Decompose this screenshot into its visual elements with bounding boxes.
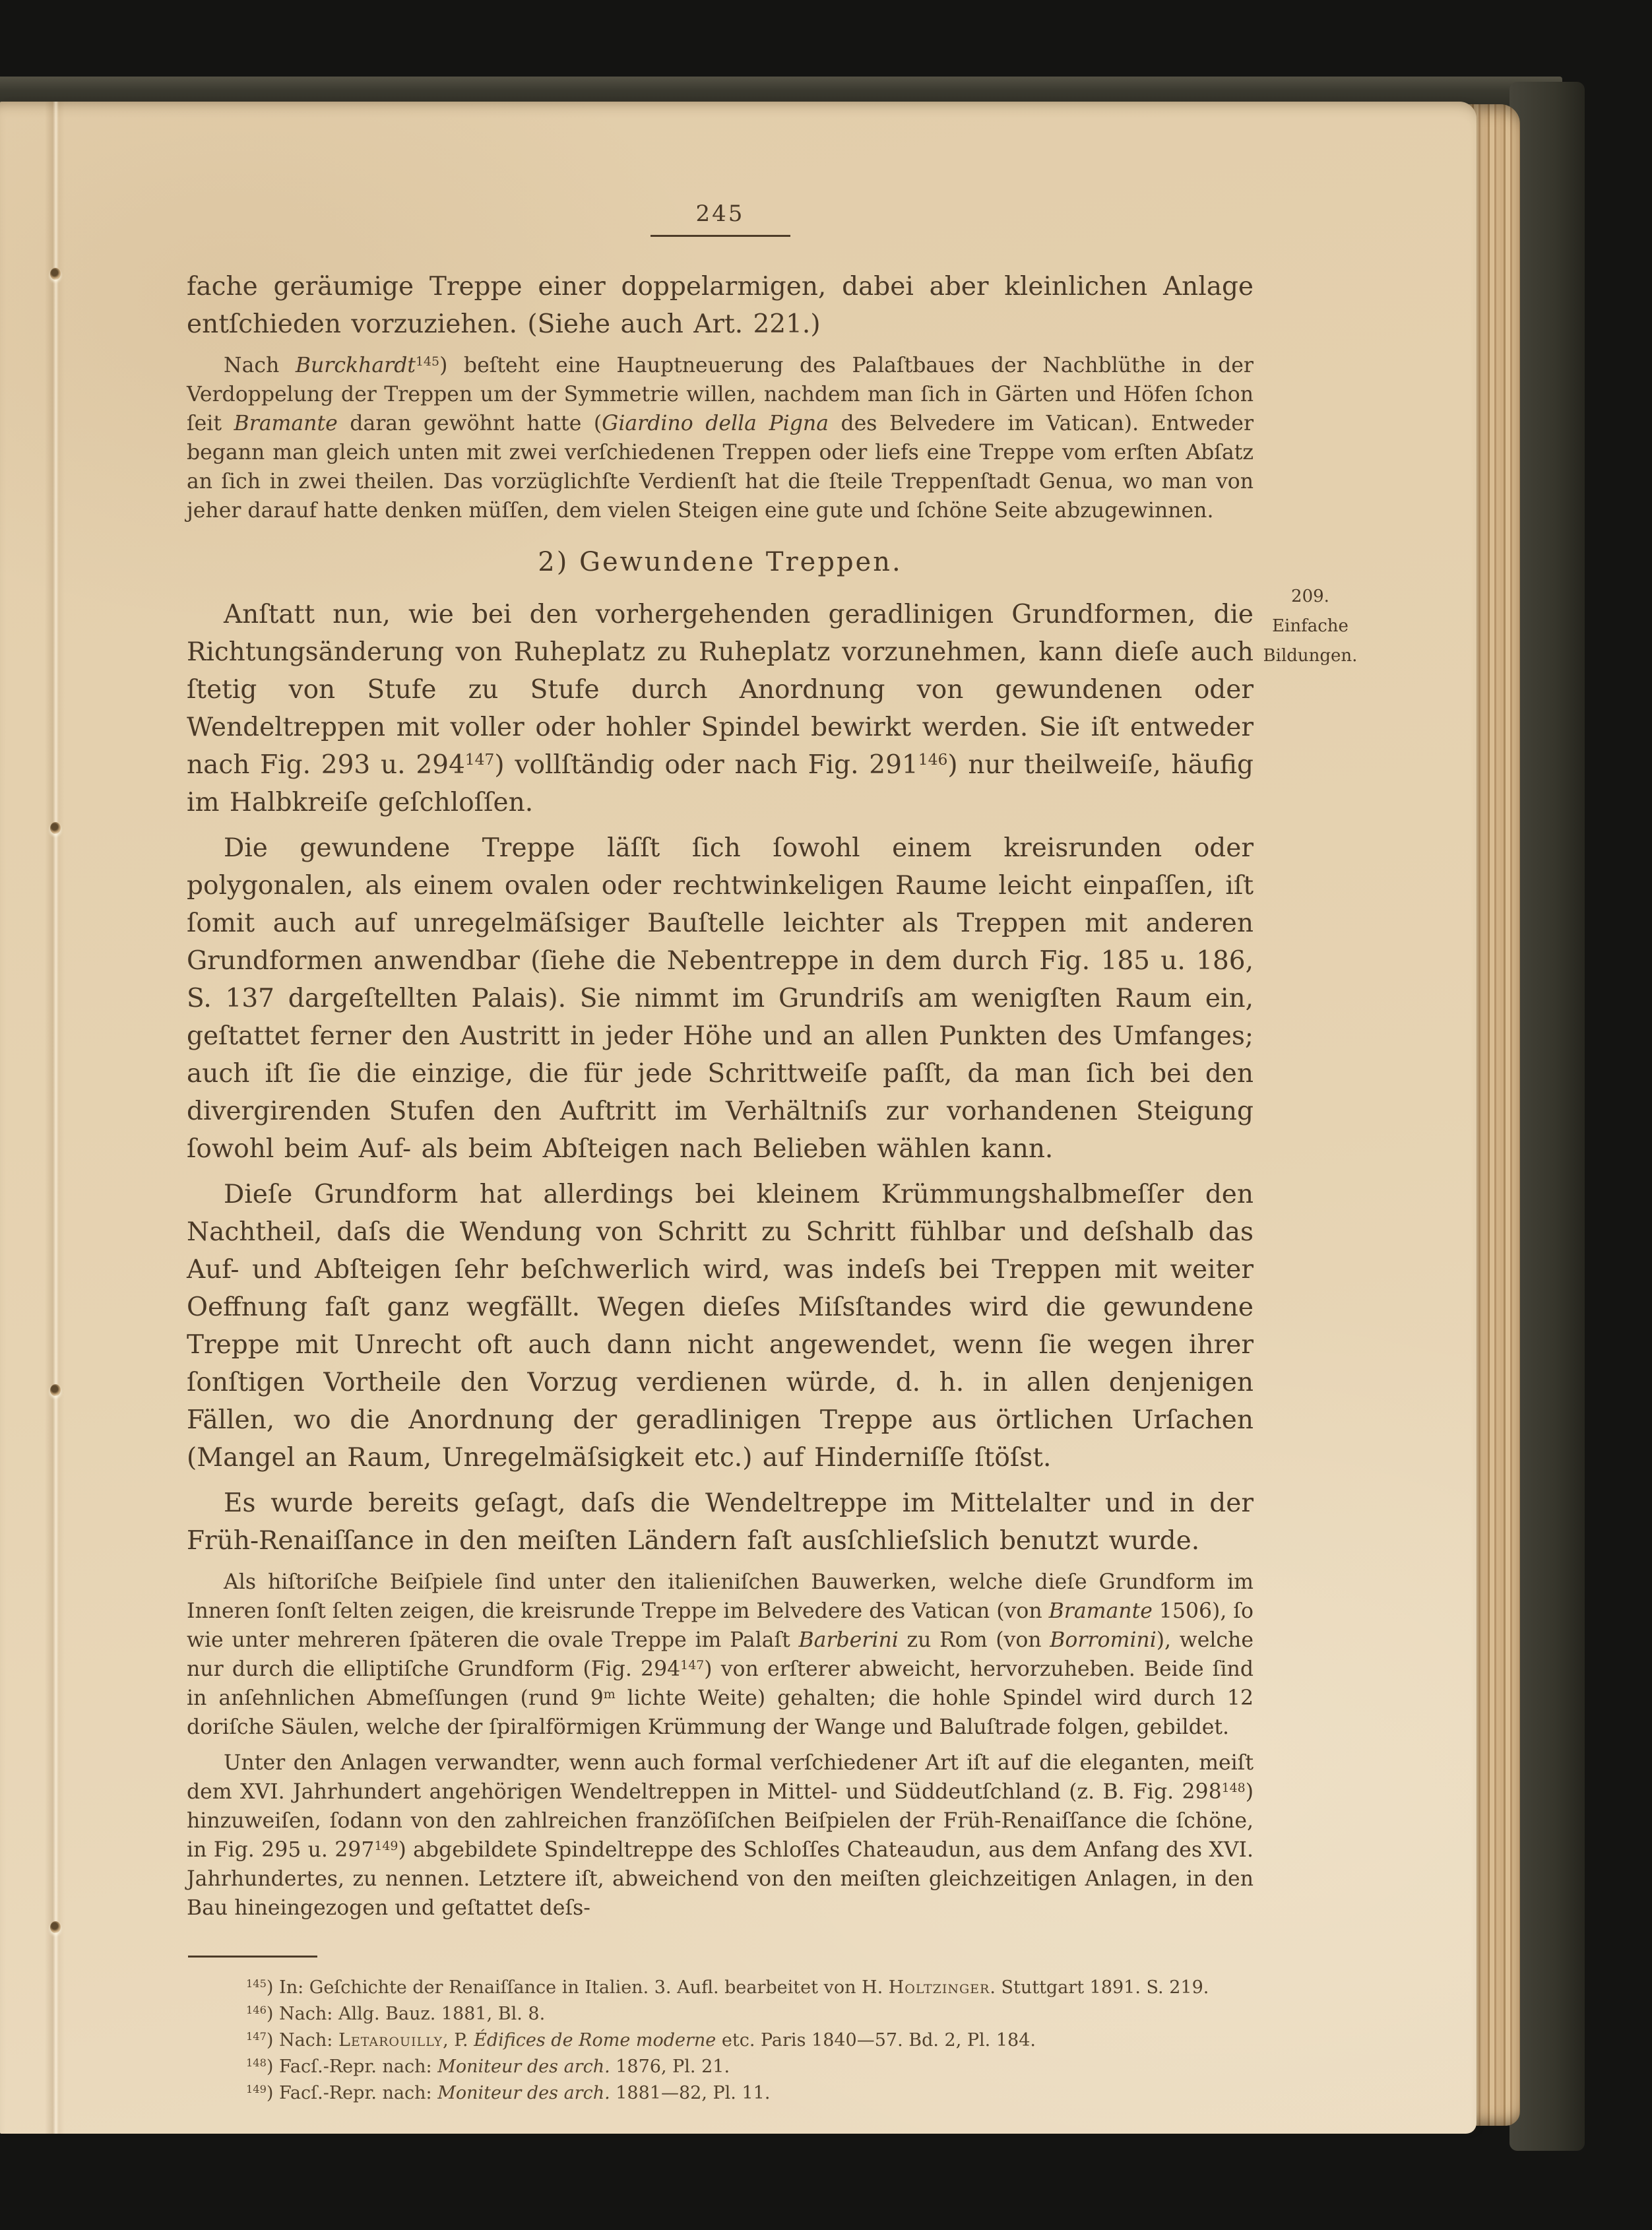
text-run: . Stuttgart 1891. S. 219.	[990, 1977, 1209, 1998]
text-run: Unter den Anlagen verwandter, wenn auch formal verſchiedener Art iſt auf die eleganten, meiſt dem XVI. Jahrhundert angehörigen Wendeltreppen in Mittel- und Süddeutſchland (z. B. Fig. 298	[187, 1751, 1254, 1804]
footnotes	[246, 1975, 1254, 2107]
paragraph	[187, 829, 1254, 1168]
footnote-number: $^{146}$)	[246, 2004, 280, 2024]
sewing-hole	[50, 1384, 61, 1396]
page-number-rule	[651, 235, 790, 237]
text-run: Moniteur des arch.	[437, 2056, 610, 2077]
text-run: daran gewöhnt hatte (	[337, 412, 602, 435]
text-run: ) beſteht eine Hauptneuerung des Palaſtbaues der Nachblüthe in der Verdoppelung der Treppen um der Symmetrie willen, nachdem man ſich in Gärten und Höfen ſchon ſeit	[187, 354, 1254, 435]
footnote	[246, 2027, 1254, 2054]
superscript-ref: 147	[464, 750, 495, 769]
text-run: ) hinzuweiſen, ſodann von den zahlreichen franzöſiſchen Beiſpielen der Früh-Renaiſſance die ſchöne, in Fig. 295 u. 297	[187, 1780, 1254, 1862]
footnote-rule	[188, 1956, 317, 1958]
footnote	[246, 2001, 1254, 2027]
text-run: Facſ.-Repr. nach:	[279, 2056, 438, 2077]
text-run: , P.	[443, 2030, 474, 2051]
margin-note-line: Einfache	[1272, 616, 1349, 636]
text-run: des Belvedere im Vatican). Entweder begann man gleich unten mit zwei verſchiedenen Treppen oder liefs eine Treppe vom erſten Abſatz an ſich in zwei theilen. Das vorzüglichſte Verdienſt hat die ſteile Treppenſtadt Genua, wo man von jeher darauf hatte denken müſſen, dem vielen Steigen eine gute und ſchöne Seite abzugewinnen.	[187, 412, 1254, 523]
text-run: ) abgebildete Spindeltreppe des Schloſſes Chateaudun, aus dem Anfang des XVI. Jahrhundertes, zu nennen. Letztere iſt, abweichend von den meiſten gleichzeitigen Anlagen, in den Bau hineingezogen und geſtattet deſs-	[187, 1838, 1254, 1920]
text-run: ) von erſterer abweicht, hervorzuheben. Beide ſind in anſehnlichen Abmeſſungen (rund 9	[187, 1657, 1254, 1710]
footnote-number: $^{147}$)	[246, 2030, 280, 2051]
footnote	[246, 2080, 1254, 2107]
superscript-ref: 145	[416, 354, 440, 369]
paragraph	[187, 268, 1254, 343]
text-run: Als hiſtoriſche Beiſpiele ſind unter den italieniſchen Bauwerken, welche dieſe Grundform im Inneren ſonſt ſelten zeigen, die kreisrunde Treppe im Belvedere des Vatican (von	[187, 1570, 1254, 1623]
text-run: Holtzinger	[888, 1977, 990, 1998]
paragraph	[187, 596, 1254, 821]
superscript-ref: 146	[918, 750, 948, 769]
paragraph	[187, 351, 1254, 525]
footnote	[246, 1975, 1254, 2001]
footnote-number: $^{145}$)	[246, 1977, 280, 1998]
paragraph	[187, 1748, 1254, 1923]
margin-note	[1255, 582, 1366, 671]
paragraph	[187, 1484, 1254, 1560]
text-run: ), welche nur durch die elliptiſche Grundform (Fig. 294	[187, 1628, 1254, 1681]
page-number: 245	[695, 201, 745, 227]
sewing-hole	[50, 1921, 61, 1933]
text-run: Barberini	[798, 1628, 899, 1652]
section-heading: 2) Gewundene Treppen.	[538, 547, 903, 577]
text-run: Bramante	[234, 412, 338, 435]
text-run: 1506), ſo wie unter mehreren ſpäteren die ovale Treppe im Palaſt	[187, 1599, 1254, 1652]
footnote	[246, 2054, 1254, 2080]
text-run: fache geräumige Treppe einer doppelarmigen, dabei aber kleinlichen Anlage entſchieden vorzuziehen. (Siehe auch Art. 221.)	[187, 272, 1254, 339]
text-run: Letarouilly	[338, 2030, 443, 2051]
text-run: 1876, Pl. 21.	[610, 2056, 730, 2077]
text-run: etc. Paris 1840—57. Bd. 2, Pl. 184.	[716, 2030, 1036, 2051]
book-page	[0, 102, 1477, 2134]
superscript-ref: 148	[1221, 1780, 1246, 1795]
page-header	[187, 201, 1254, 237]
text-run: Anſtatt nun, wie bei den vorhergehenden geradlinigen Grundformen, die Richtungsänderung von Ruheplatz zu Ruheplatz vorzunehmen, kann dieſe auch ſtetig von Stufe zu Stufe durch Anordnung von gewundenen oder Wendeltreppen mit voller oder hohler Spindel bewirkt werden. Sie iſt entweder nach Fig. 293 u. 294	[187, 600, 1254, 780]
text-run: 1881—82, Pl. 11.	[610, 2083, 771, 2103]
text-run: Dieſe Grundform hat allerdings bei kleinem Krümmungshalbmeſſer den Nachtheil, daſs die Wendung von Schritt zu Schritt fühlbar und deſshalb das Auf- und Abſteigen ſehr beſchwerlich wird, was indeſs bei Treppen mit weiter Oeffnung faſt ganz wegfällt. Wegen dieſes Miſsſtandes wird die gewundene Treppe mit Unrecht oft auch dann nicht angewendet, wenn ſie wegen ihrer ſonſtigen Vortheile den Vorzug verdienen würde, d. h. in allen denjenigen Fällen, wo die Anordnung der geradlinigen Treppe aus örtlichen Urſachen (Mangel an Raum, Unregelmäſsigkeit etc.) auf Hinderniſſe ſtöſst.	[187, 1180, 1254, 1473]
text-run: ) vollſtändig oder nach Fig. 291	[494, 750, 918, 780]
text-run: Burckhardt	[295, 354, 416, 377]
footnote-number: $^{148}$)	[246, 2056, 280, 2077]
text-run: Facſ.-Repr. nach:	[279, 2083, 438, 2103]
text-run: Nach: Allg. Bauz. 1881, Bl. 8.	[279, 2004, 546, 2024]
footnote-number: $^{149}$)	[246, 2083, 280, 2103]
text-run: Giardino della Pigna	[602, 412, 829, 435]
text-run: Bramante	[1048, 1599, 1153, 1623]
text-run: In: Geſchichte der Renaiſſance in Italien. 3. Aufl. bearbeitet von H.	[279, 1977, 889, 1998]
superscript-ref: 147	[680, 1657, 705, 1672]
text-run: lichte Weite) gehalten; die hohle Spindel wird durch 12 doriſche Säulen, welche der ſpiralförmigen Krümmung der Wange und Baluſtrade folgen, gebildet.	[187, 1686, 1254, 1739]
text-run: Nach:	[279, 2030, 338, 2051]
text-run: Es wurde bereits geſagt, daſs die Wendeltreppe im Mittelalter und in der Früh-Renaiſſance in den meiſten Ländern faſt ausſchlieſslich benutzt wurde.	[187, 1488, 1254, 1556]
sewing-hole	[50, 822, 61, 834]
margin-note-line: Bildungen.	[1263, 646, 1358, 666]
text-run: Moniteur des arch.	[437, 2083, 610, 2103]
book-cover-right-edge	[1509, 82, 1585, 2151]
paragraph	[187, 1568, 1254, 1742]
binding-crease	[45, 102, 65, 2134]
text-run: ) nur theilweiſe, häufig im Halbkreiſe geſchloſſen.	[187, 750, 1254, 817]
text-column	[187, 268, 1254, 2107]
margin-note-number: 209.	[1291, 587, 1329, 606]
text-run: zu Rom (von	[898, 1628, 1050, 1652]
superscript-ref: 149	[374, 1838, 398, 1853]
text-run: Nach	[224, 354, 296, 377]
superscript-ref: m	[603, 1686, 616, 1702]
text-run: Borromini	[1050, 1628, 1157, 1652]
text-run: Die gewundene Treppe läſſt ſich ſowohl einem kreisrunden oder polygonalen, als einem ovalen oder rechtwinkeligen Raume leicht einpaſſen, iſt ſomit auch auf unregelmäſsiger Bauſtelle leichter als Treppen mit anderen Grundformen anwendbar (ſiehe die Nebentreppe in dem durch Fig. 185 u. 186, S. 137 dargeſtellten Palais). Sie nimmt im Grundriſs am wenigſten Raum ein, geſtattet ferner den Austritt in jeder Höhe und an allen Punkten des Umfanges; auch iſt ſie die einzige, die für jede Schrittweiſe paſſt, da man ſich bei den divergirenden Stufen den Auftritt im Verhältniſs zur vorhandenen Steigung ſowohl beim Auf- als beim Abſteigen nach Belieben wählen kann.	[187, 833, 1254, 1164]
paragraph	[187, 1176, 1254, 1477]
sewing-hole	[50, 268, 61, 280]
text-run: Édifices de Rome moderne	[474, 2030, 716, 2051]
